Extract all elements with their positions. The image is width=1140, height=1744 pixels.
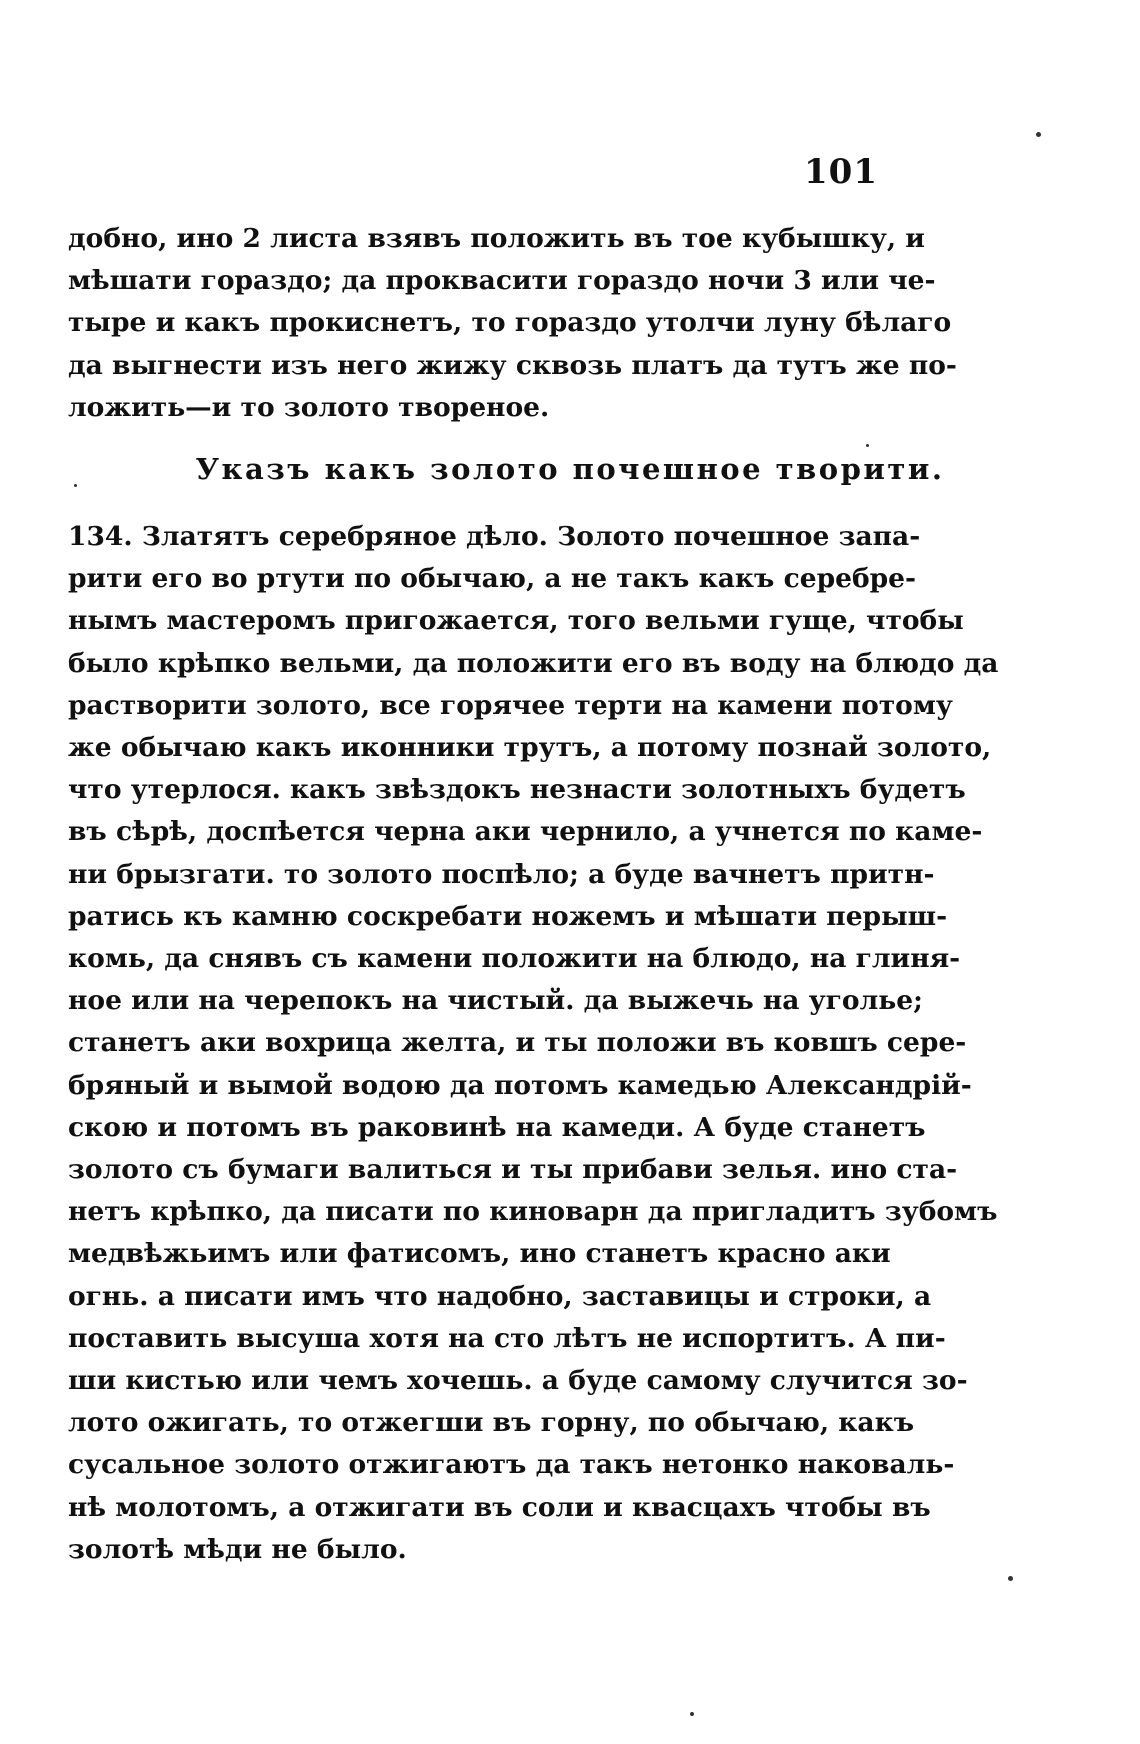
- text-line: было крѣпко вельми, да положити его въ воду на блюдо да: [68, 647, 999, 679]
- text-line: ложить—и то золото твореное.: [68, 391, 550, 423]
- paragraph-main: [68, 516, 999, 1571]
- text-line: ратись къ камню соскребати ножемъ и мѣшати перыш-: [68, 900, 948, 932]
- text-line: мѣшати гораздо; да проквасити гораздо ночи 3 или че-: [68, 265, 936, 297]
- scan-speck: [1036, 132, 1041, 137]
- text-line: ное или на черепокъ на чистый. да выжечь на уголье;: [68, 985, 923, 1017]
- text-line: нымъ мастеромъ пригожается, того вельми гуще, чтобы: [68, 605, 964, 637]
- text-line: да выгнести изъ него жижу сквозь платъ да тутъ же по-: [68, 349, 957, 381]
- text-line: рити его во ртути по обычаю, а не такъ какъ серебре-: [68, 563, 917, 595]
- text-line: что утерлося. какъ звѣздокъ незнасти золотныхъ будетъ: [68, 774, 966, 806]
- scan-speck: [1008, 1576, 1013, 1581]
- text-line: же обычаю какъ иконники трутъ, а потому познай золото,: [68, 732, 992, 764]
- text-line: 134. Златятъ серебряное дѣло. Золото почешное запа-: [68, 521, 921, 552]
- text-line: сусальное золото отжигаютъ да такъ нетонко наковаль-: [68, 1449, 955, 1481]
- text-line: ши кистью или чемъ хочешь. а буде самому случится зо-: [68, 1365, 968, 1397]
- text-line: лото ожигать, то отжегши въ горну, по обычаю, какъ: [68, 1407, 915, 1439]
- scan-speck: [74, 484, 77, 487]
- text-line: въ сѣрѣ, доспѣется черна аки чернило, а учнется по каме-: [68, 816, 983, 848]
- scan-speck: [690, 1712, 694, 1716]
- paragraph-top: [68, 218, 957, 429]
- text-line: скою и потомъ въ раковинѣ на камеди. А буде станетъ: [68, 1111, 926, 1143]
- text-line: добно, ино 2 листа взявъ положить въ тое кубышку, и: [68, 223, 925, 254]
- scan-speck: [866, 444, 869, 447]
- text-line: поставить высуша хотя на сто лѣтъ не испортитъ. А пи-: [68, 1322, 946, 1354]
- text-line: бряный и вымой водою да потомъ камедью Александрiй-: [68, 1069, 972, 1101]
- text-line: станетъ аки вохрица желта, и ты положи въ ковшъ сере-: [68, 1027, 967, 1059]
- section-heading: Указъ какъ золото почешное творити.: [195, 452, 945, 486]
- text-line: растворити золото, все горячее терти на камени потому: [68, 689, 953, 721]
- page-number: 101: [804, 152, 878, 192]
- text-line: нетъ крѣпко, да писати по киноварн да пригладитъ зубомъ: [68, 1196, 998, 1228]
- text-line: нѣ молотомъ, а отжигати въ соли и квасцахъ чтобы въ: [68, 1491, 931, 1523]
- text-line: ни брызгати. то золото поспѣло; а буде вачнетъ притн-: [68, 858, 935, 890]
- text-line: тыре и какъ прокиснетъ, то гораздо утолчи луну бѣлаго: [68, 307, 952, 339]
- text-line: комь, да снявъ съ камени положити на блюдо, на глиня-: [68, 943, 961, 975]
- text-line: золото съ бумаги валиться и ты прибави зелья. ино ста-: [68, 1154, 958, 1186]
- text-line: огнь. а писати имъ что надобно, заставицы и строки, а: [68, 1280, 932, 1312]
- text-line: медвѣжьимъ или фатисомъ, ино станетъ красно аки: [68, 1238, 891, 1270]
- text-line: золотѣ мѣди не было.: [68, 1533, 407, 1565]
